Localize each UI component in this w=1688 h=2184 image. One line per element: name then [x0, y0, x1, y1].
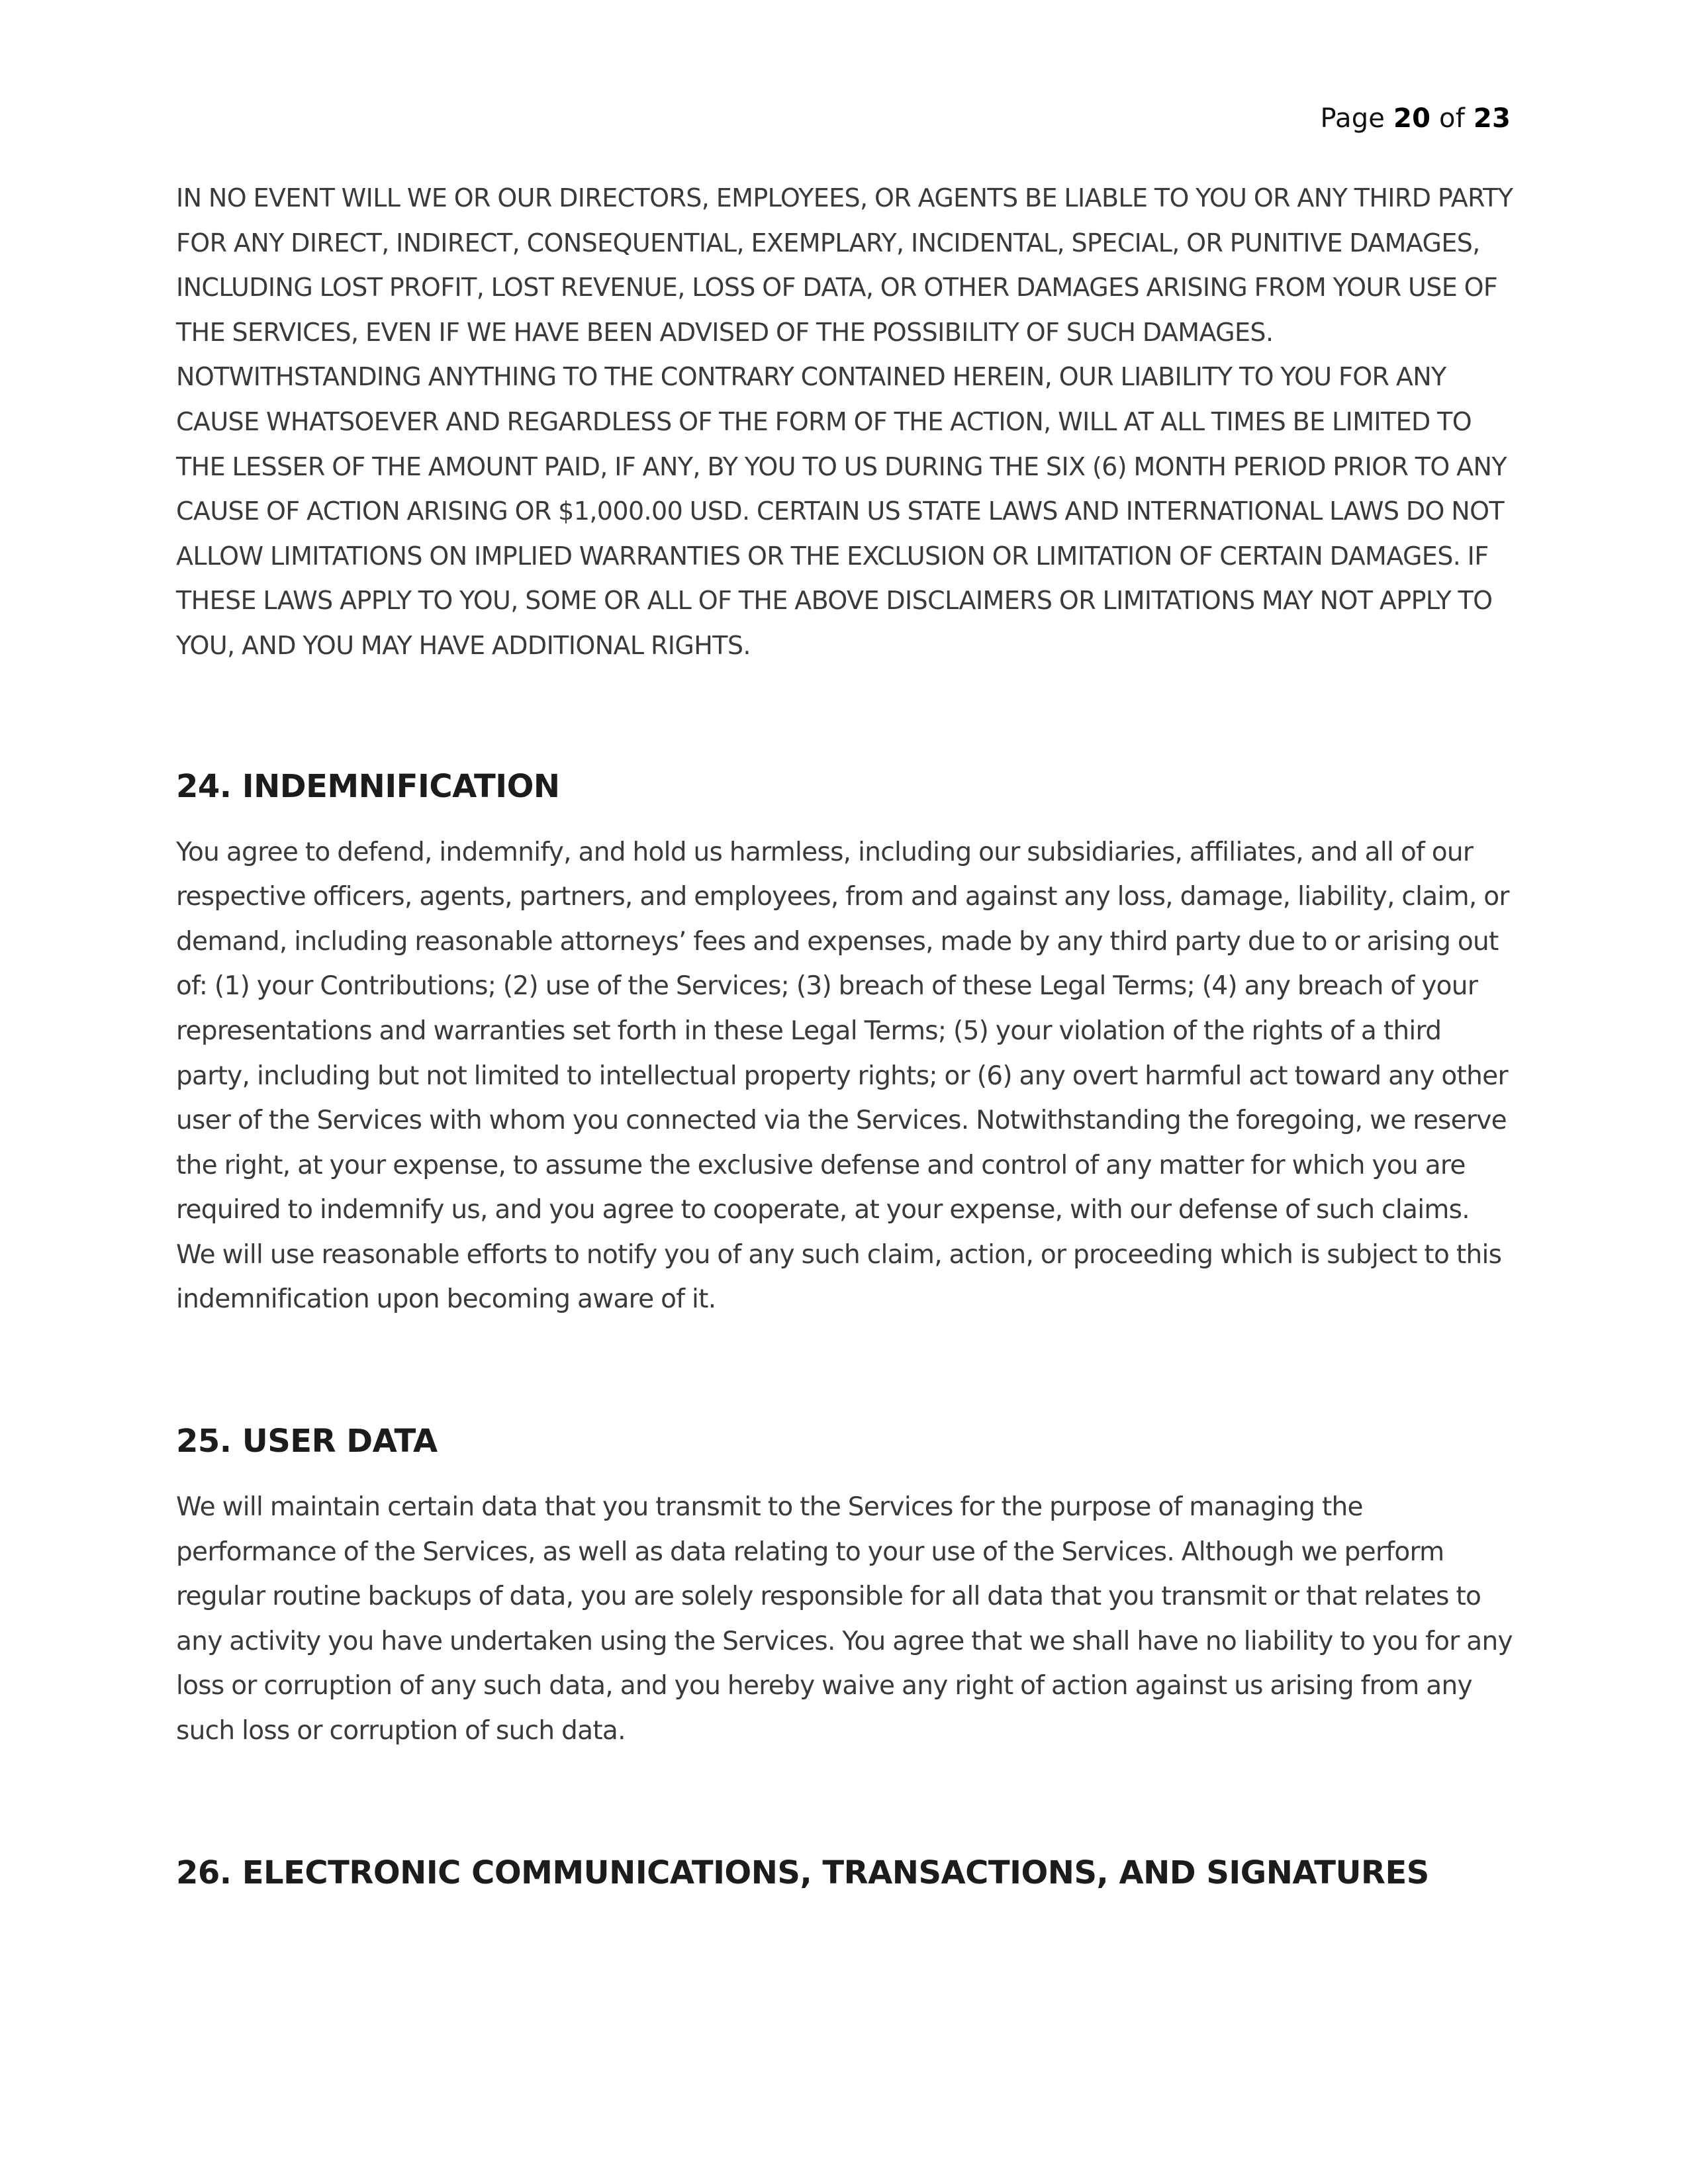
page-number — [1320, 103, 1511, 134]
current-page-number: 20 — [1393, 103, 1431, 134]
total-pages-number: 23 — [1473, 103, 1511, 134]
section-heading-electronic-communications: 26. ELECTRONIC COMMUNICATIONS, TRANSACTIONS, AND SIGNATURES — [176, 1854, 1429, 1891]
section-heading-user-data: 25. USER DATA — [176, 1423, 438, 1460]
limitation-of-liability-paragraph: IN NO EVENT WILL WE OR OUR DIRECTORS, EMPLOYEES, OR AGENTS BE LIABLE TO YOU OR ANY THIRD PARTY FOR ANY DIRECT, INDIRECT, CONSEQUENTIAL, EXEMPLARY, INCIDENTAL, SPECIAL, OR PUNITIVE DAMAGES, INCLUDING LOST PROFIT, LOST REVENUE, LOSS OF DATA, OR OTHER DAMAGES ARISING FROM YOUR USE OF THE SERVICES, EVEN IF WE HAVE BEEN ADVISED OF THE POSSIBILITY OF SUCH DAMAGES. NOTWITHSTANDING ANYTHING TO THE CONTRARY CONTAINED HEREIN, OUR LIABILITY TO YOU FOR ANY CAUSE WHATSOEVER AND REGARDLESS OF THE FORM OF THE ACTION, WILL AT ALL TIMES BE LIMITED TO THE LESSER OF THE AMOUNT PAID, IF ANY, BY YOU TO US DURING THE SIX (6) MONTH PERIOD PRIOR TO ANY CAUSE OF ACTION ARISING OR $1,000.00 USD. CERTAIN US STATE LAWS AND INTERNATIONAL LAWS DO NOT ALLOW LIMITATIONS ON IMPLIED WARRANTIES OR THE EXCLUSION OR LIMITATION OF CERTAIN DAMAGES. IF THESE LAWS APPLY TO YOU, SOME OR ALL OF THE ABOVE DISCLAIMERS OR LIMITATIONS MAY NOT APPLY TO YOU, AND YOU MAY HAVE ADDITIONAL RIGHTS. — [176, 183, 1513, 660]
user-data-paragraph: We will maintain certain data that you transmit to the Services for the purpose of managing the performance of the Services, as well as data relating to your use of the Services. Although we perform regular routine backups of data, you are solely responsible for all data that you transmit or that relates to any activity you have undertaken using the Services. You agree that we shall have no liability to you for any loss or corruption of any such data, and you hereby waive any right of action against us arising from any such loss or corruption of such data. — [176, 1492, 1513, 1746]
section-heading-indemnification: 24. INDEMNIFICATION — [176, 767, 560, 805]
indemnification-paragraph: You agree to defend, indemnify, and hold us harmless, including our subsidiaries, affiliates, and all of our respective officers, agents, partners, and employees, from and against any loss, damage, liability, claim, or demand, including reasonable attorneys’ fees and expenses, made by any third party due to or arising out of: (1) your Contributions; (2) use of the Services; (3) breach of these Legal Terms; (4) any breach of your representations and warranties set forth in these Legal Terms; (5) your violation of the rights of a third party, including but not limited to intellectual property rights; or (6) any overt harmful act toward any other user of the Services with whom you connected via the Services. Notwithstanding the foregoing, we reserve the right, at your expense, to assume the exclusive defense and control of any matter for which you are required to indemnify us, and you agree to cooperate, at your expense, with our defense of such claims. We will use reasonable efforts to notify you of any such claim, action, or proceeding which is subject to this indemnification upon becoming aware of it. — [176, 837, 1509, 1315]
page-prefix: Page — [1320, 103, 1385, 134]
page-separator: of — [1439, 103, 1465, 134]
document-content — [176, 176, 1513, 1891]
